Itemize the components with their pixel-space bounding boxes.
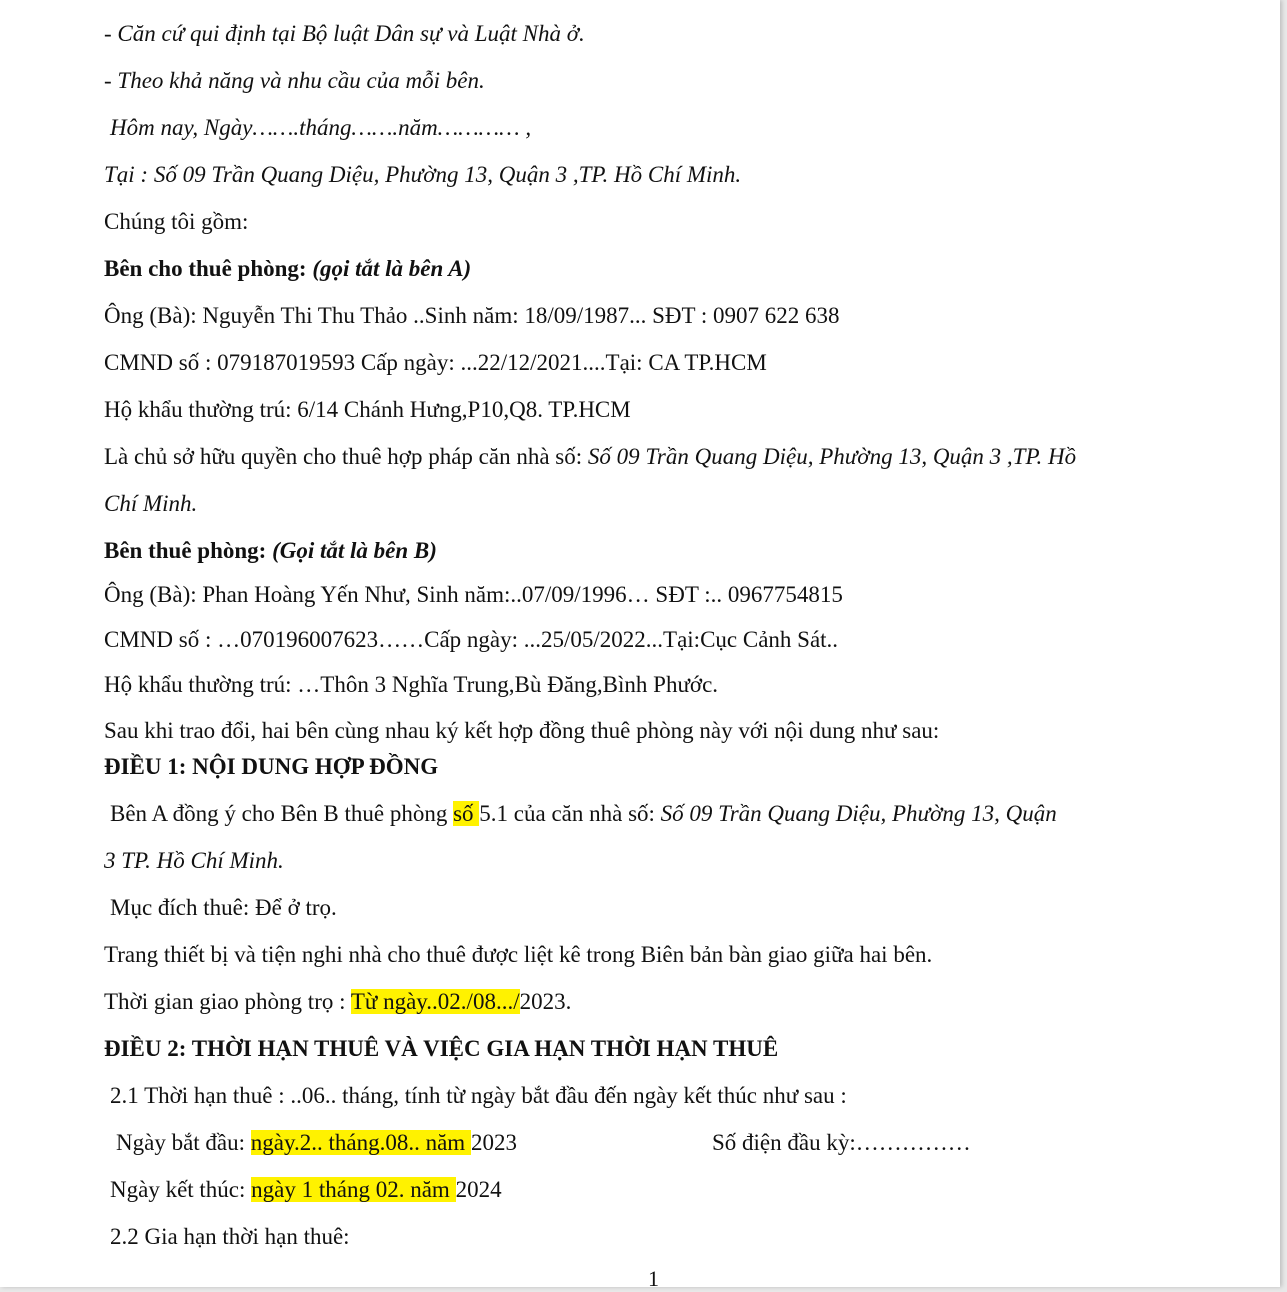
party-a-alias: (gọi tắt là bên A) (312, 256, 472, 281)
party-a-person: Ông (Bà): Nguyễn Thi Thu Thảo ..Sinh năm: 18/09/1987... SĐT : 0907 622 638 (104, 303, 840, 328)
room-house-address: Số 09 Trần Quang Diệu, Phường 13, Quận (660, 801, 1057, 826)
end-date-year: 2024 (455, 1177, 502, 1202)
party-b-residence: Hộ khẩu thường trú: …Thôn 3 Nghĩa Trung,Bù Đăng,Bình Phước. (104, 672, 719, 697)
article-2-heading: ĐIỀU 2: THỜI HẠN THUÊ VÀ VIỆC GIA HẠN THỜI HẠN THUÊ (104, 1036, 779, 1061)
basis-civil-code: - Căn cứ qui định tại Bộ luật Dân sự và Luật Nhà ở. (104, 21, 585, 46)
contract-date: Hôm nay, Ngày…….tháng…….năm………… , (110, 115, 532, 140)
party-a-label: Bên cho thuê phòng: (104, 256, 313, 281)
start-date-year: 2023 (470, 1130, 517, 1155)
room-house-address-cont: 3 TP. Hồ Chí Minh. (104, 848, 284, 873)
end-date-label: Ngày kết thúc: (110, 1177, 252, 1202)
start-date-label: Ngày bắt đầu: (116, 1130, 251, 1155)
rental-term: 2.1 Thời hạn thuê : ..06.. tháng, tính từ ngày bắt đầu đến ngày kết thúc như sau : (110, 1083, 847, 1108)
party-b-label: Bên thuê phòng: (104, 538, 273, 563)
party-b-heading (104, 537, 437, 565)
room-number-label: số (453, 801, 480, 826)
ownership-address-cont: Chí Minh. (104, 491, 198, 516)
handover-year: 2023. (519, 989, 572, 1014)
initial-meter-reading: Số điện đầu kỳ:…………… (712, 1130, 971, 1155)
basis-needs: - Theo khả năng và nhu cầu của mỗi bên. (104, 68, 485, 93)
agreement-intro: Sau khi trao đổi, hai bên cùng nhau ký kết hợp đồng thuê phòng này với nội dung như sau: (104, 718, 940, 743)
party-a-residence: Hộ khẩu thường trú: 6/14 Chánh Hưng,P10,Q8. TP.HCM (104, 397, 631, 422)
parties-intro: Chúng tôi gồm: (104, 209, 249, 234)
party-a-id: CMND số : 079187019593 Cấp ngày: ...22/12/2021....Tại: CA TP.HCM (104, 350, 767, 375)
page-number: 1 (648, 1266, 659, 1291)
handover-label: Thời gian giao phòng trọ : (104, 989, 351, 1014)
equipment-note: Trang thiết bị và tiện nghi nhà cho thuê được liệt kê trong Biên bản bàn giao giữa hai bên. (104, 942, 933, 967)
contract-location: Tại : Số 09 Trần Quang Diệu, Phường 13, Quận 3 ,TP. Hồ Chí Minh. (104, 162, 742, 187)
room-rental-label: Bên A đồng ý cho Bên B thuê phòng (110, 801, 454, 826)
rental-purpose: Mục đích thuê: Để ở trọ. (110, 895, 337, 920)
handover-date (104, 988, 571, 1016)
start-date (116, 1129, 517, 1157)
party-b-alias: (Gọi tắt là bên B) (272, 538, 437, 563)
party-b-person: Ông (Bà): Phan Hoàng Yến Như, Sinh năm:..07/09/1996… SĐT :.. 0967754815 (104, 582, 843, 607)
ownership-address: Số 09 Trần Quang Diệu, Phường 13, Quận 3 ,TP. Hồ (587, 444, 1077, 469)
handover-day: Từ ngày..02./08.../ (350, 989, 520, 1014)
end-date-value: ngày 1 tháng 02. năm (251, 1177, 456, 1202)
party-b-id: CMND số : …070196007623……Cấp ngày: ...25/05/2022...Tại:Cục Cảnh Sát.. (104, 627, 839, 652)
start-date-value: ngày.2.. tháng.08.. năm (250, 1130, 471, 1155)
end-date (110, 1176, 502, 1204)
term-extension: 2.2 Gia hạn thời hạn thuê: (110, 1224, 350, 1249)
article-1-heading: ĐIỀU 1: NỘI DUNG HỢP ĐỒNG (104, 754, 439, 779)
ownership-label: Là chủ sở hữu quyền cho thuê hợp pháp căn nhà số: (104, 444, 588, 469)
party-a-ownership (104, 443, 1076, 471)
room-number: 5.1 của căn nhà số: (479, 801, 661, 826)
room-rental-line (110, 800, 1057, 828)
party-a-heading (104, 255, 471, 283)
